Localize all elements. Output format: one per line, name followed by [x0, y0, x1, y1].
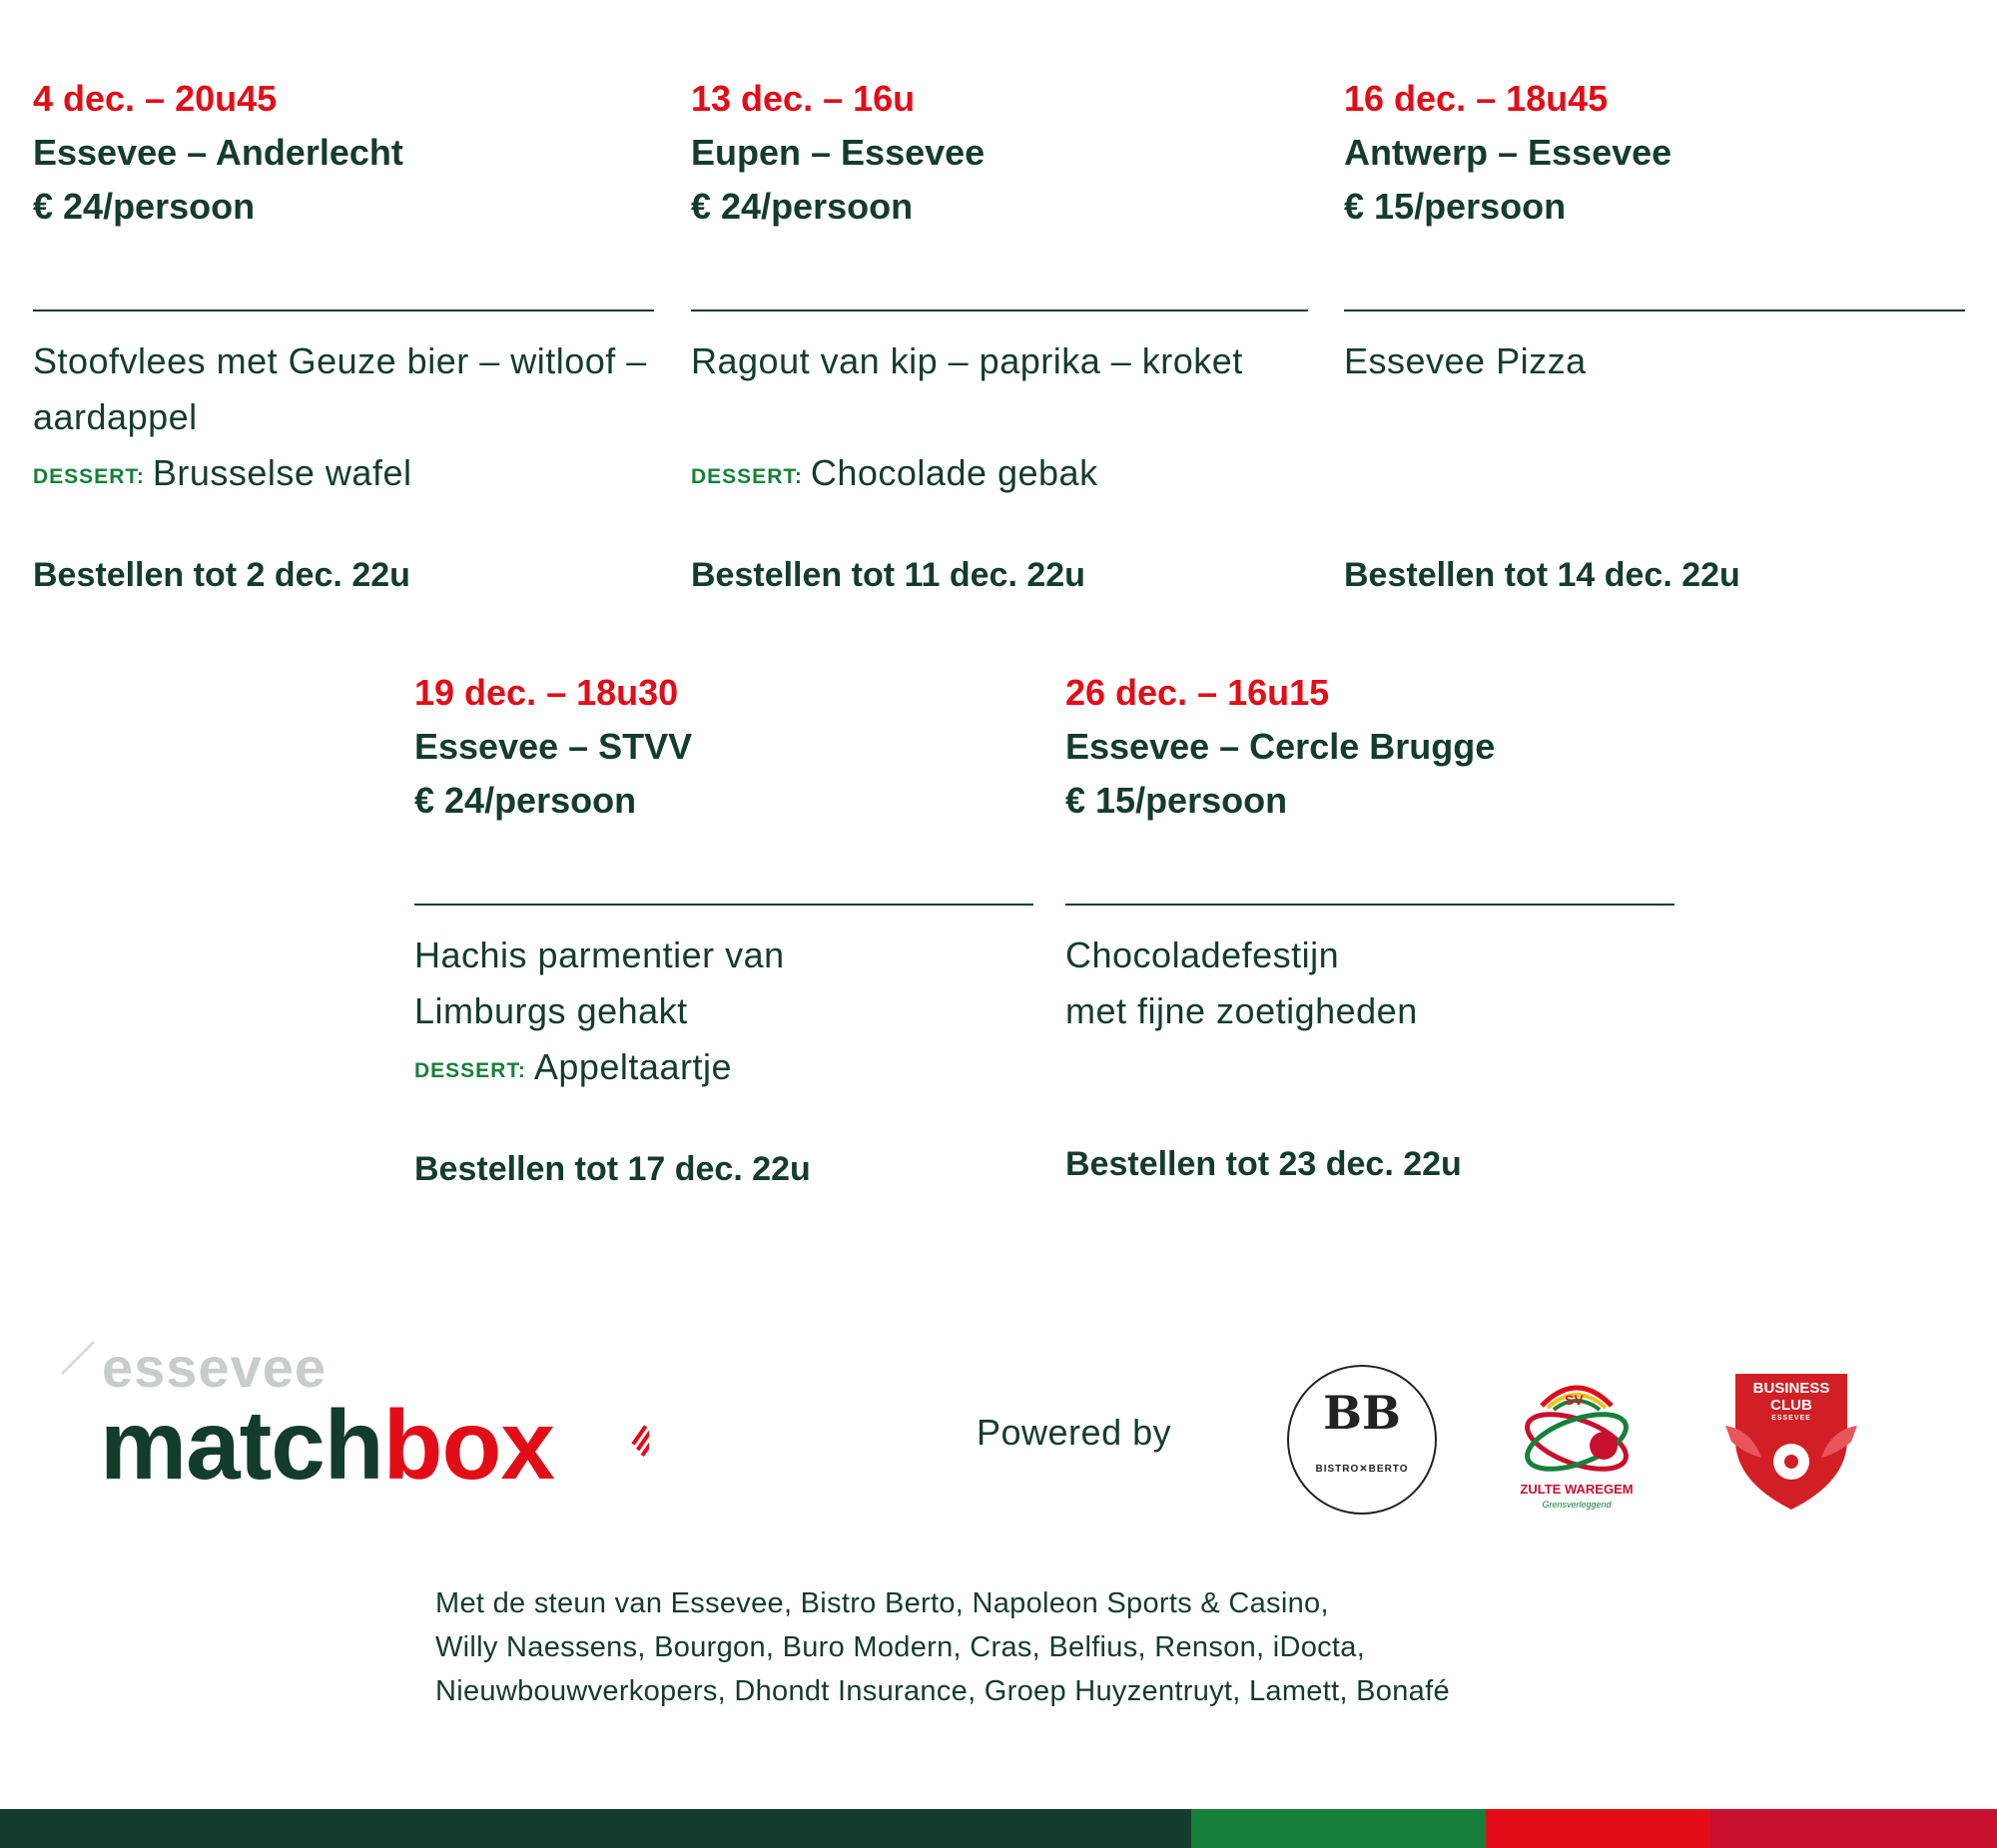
dessert-line: [691, 445, 1098, 505]
divider: [1065, 904, 1674, 906]
dessert-line: [414, 1039, 732, 1099]
brand-main-word: [100, 1390, 554, 1500]
divider: [33, 309, 654, 311]
brand-top-word: essevee: [102, 1336, 328, 1399]
match-card-stvv: [414, 666, 1033, 1188]
berto-word: BERTO: [1368, 1464, 1409, 1475]
bar-segment-green: [1191, 1809, 1486, 1848]
match-date: 13 dec. – 16u: [691, 78, 916, 119]
club-word: CLUB: [1770, 1397, 1812, 1414]
match-price: € 15/persoon: [1344, 186, 1567, 227]
bistro-berto-name: [1286, 1464, 1438, 1475]
business-word: BUSINESS: [1752, 1380, 1830, 1397]
match-price: € 24/persoon: [414, 780, 637, 821]
fork-spoon-icon: [589, 1416, 649, 1496]
menu-line: Chocoladefestijn: [1065, 934, 1340, 975]
menu-description: Stoofvlees met Geuze bier – witloof – aardappel: [33, 340, 647, 437]
essevee-matchbox-logo: [60, 1338, 659, 1518]
match-card-anderlecht: [33, 72, 652, 594]
match-price: € 15/persoon: [1065, 780, 1288, 821]
bar-segment-dark-green: [0, 1809, 1191, 1848]
dessert-line: [33, 445, 411, 505]
powered-by-label: Powered by: [977, 1412, 1172, 1453]
match-title: Essevee – STVV: [414, 726, 693, 767]
order-deadline: Bestellen tot 11 dec. 22u: [691, 556, 1085, 594]
menu-line: met fijne zoetigheden: [1065, 990, 1418, 1031]
order-deadline: Bestellen tot 14 dec. 22u: [1344, 556, 1740, 594]
bistro-berto-logo: [1286, 1364, 1438, 1516]
match-card-antwerp: [1344, 72, 1963, 594]
order-deadline: Bestellen tot 23 dec. 22u: [1065, 1145, 1462, 1183]
order-deadline: Bestellen tot 2 dec. 22u: [33, 556, 410, 594]
match-title: Antwerp – Essevee: [1344, 132, 1672, 173]
bar-segment-red: [1486, 1809, 1710, 1848]
dessert-label: DESSERT:: [33, 465, 145, 488]
brand-box: box: [382, 1390, 554, 1500]
business-club-logo: [1721, 1370, 1861, 1514]
match-title: Essevee – Cercle Brugge: [1065, 726, 1496, 767]
match-price: € 24/persoon: [33, 186, 256, 227]
match-price: € 24/persoon: [691, 186, 914, 227]
dessert-name: Chocolade gebak: [810, 452, 1098, 493]
bar-segment-dark-red: [1710, 1809, 1997, 1848]
divider: [1344, 309, 1965, 311]
corner-deco-icon: [60, 1338, 100, 1378]
bistro-word: BISTRO: [1315, 1464, 1360, 1475]
business-club-text: [1721, 1380, 1861, 1424]
match-title: Eupen – Essevee: [691, 132, 986, 173]
support-line: Met de steun van Essevee, Bistro Berto, Napoleon Sports & Casino,: [435, 1587, 1329, 1619]
match-date: 4 dec. – 20u45: [33, 78, 278, 119]
essevee-word: ESSEVEE: [1771, 1415, 1811, 1422]
brand-match: match: [100, 1390, 383, 1500]
support-line: Willy Naessens, Bourgon, Buro Modern, Cras, Belfius, Renson, iDocta,: [435, 1631, 1366, 1663]
menu-description: Ragout van kip – paprika – kroket: [691, 340, 1243, 381]
dessert-name: Brusselse wafel: [152, 452, 412, 493]
cross-icon: ✕: [1359, 1464, 1369, 1475]
zulte-waregem-logo: [1512, 1372, 1642, 1520]
order-deadline: Bestellen tot 17 dec. 22u: [414, 1150, 811, 1188]
match-title: Essevee – Anderlecht: [33, 132, 403, 173]
match-date: 16 dec. – 18u45: [1344, 78, 1609, 119]
support-text: [435, 1581, 1733, 1713]
menu-description: Essevee Pizza: [1344, 340, 1587, 381]
menu-description: Hachis parmentier van Limburgs gehakt: [414, 934, 785, 1031]
match-card-cercle: [1065, 666, 1684, 1183]
bottom-color-bar: [0, 1809, 1997, 1848]
bistro-berto-monogram: BB: [1323, 1386, 1401, 1440]
zulte-waregem-tagline: Grensverleggend: [1542, 1500, 1612, 1510]
match-date: 19 dec. – 18u30: [414, 672, 679, 713]
menu-description: [1065, 927, 1704, 1039]
match-date: 26 dec. – 16u15: [1065, 672, 1330, 713]
support-line: Nieuwbouwverkopers, Dhondt Insurance, Groep Huyzentruyt, Lamett, Bonafé: [435, 1675, 1450, 1707]
zulte-waregem-name: ZULTE WAREGEM: [1520, 1482, 1634, 1497]
match-card-eupen: [691, 72, 1310, 594]
divider: [414, 904, 1033, 906]
dessert-label: DESSERT:: [691, 465, 803, 488]
zulte-waregem-sv: SV: [1565, 1392, 1584, 1408]
divider: [691, 309, 1308, 311]
dessert-label: DESSERT:: [414, 1059, 526, 1082]
dessert-name: Appeltaartje: [533, 1046, 732, 1087]
